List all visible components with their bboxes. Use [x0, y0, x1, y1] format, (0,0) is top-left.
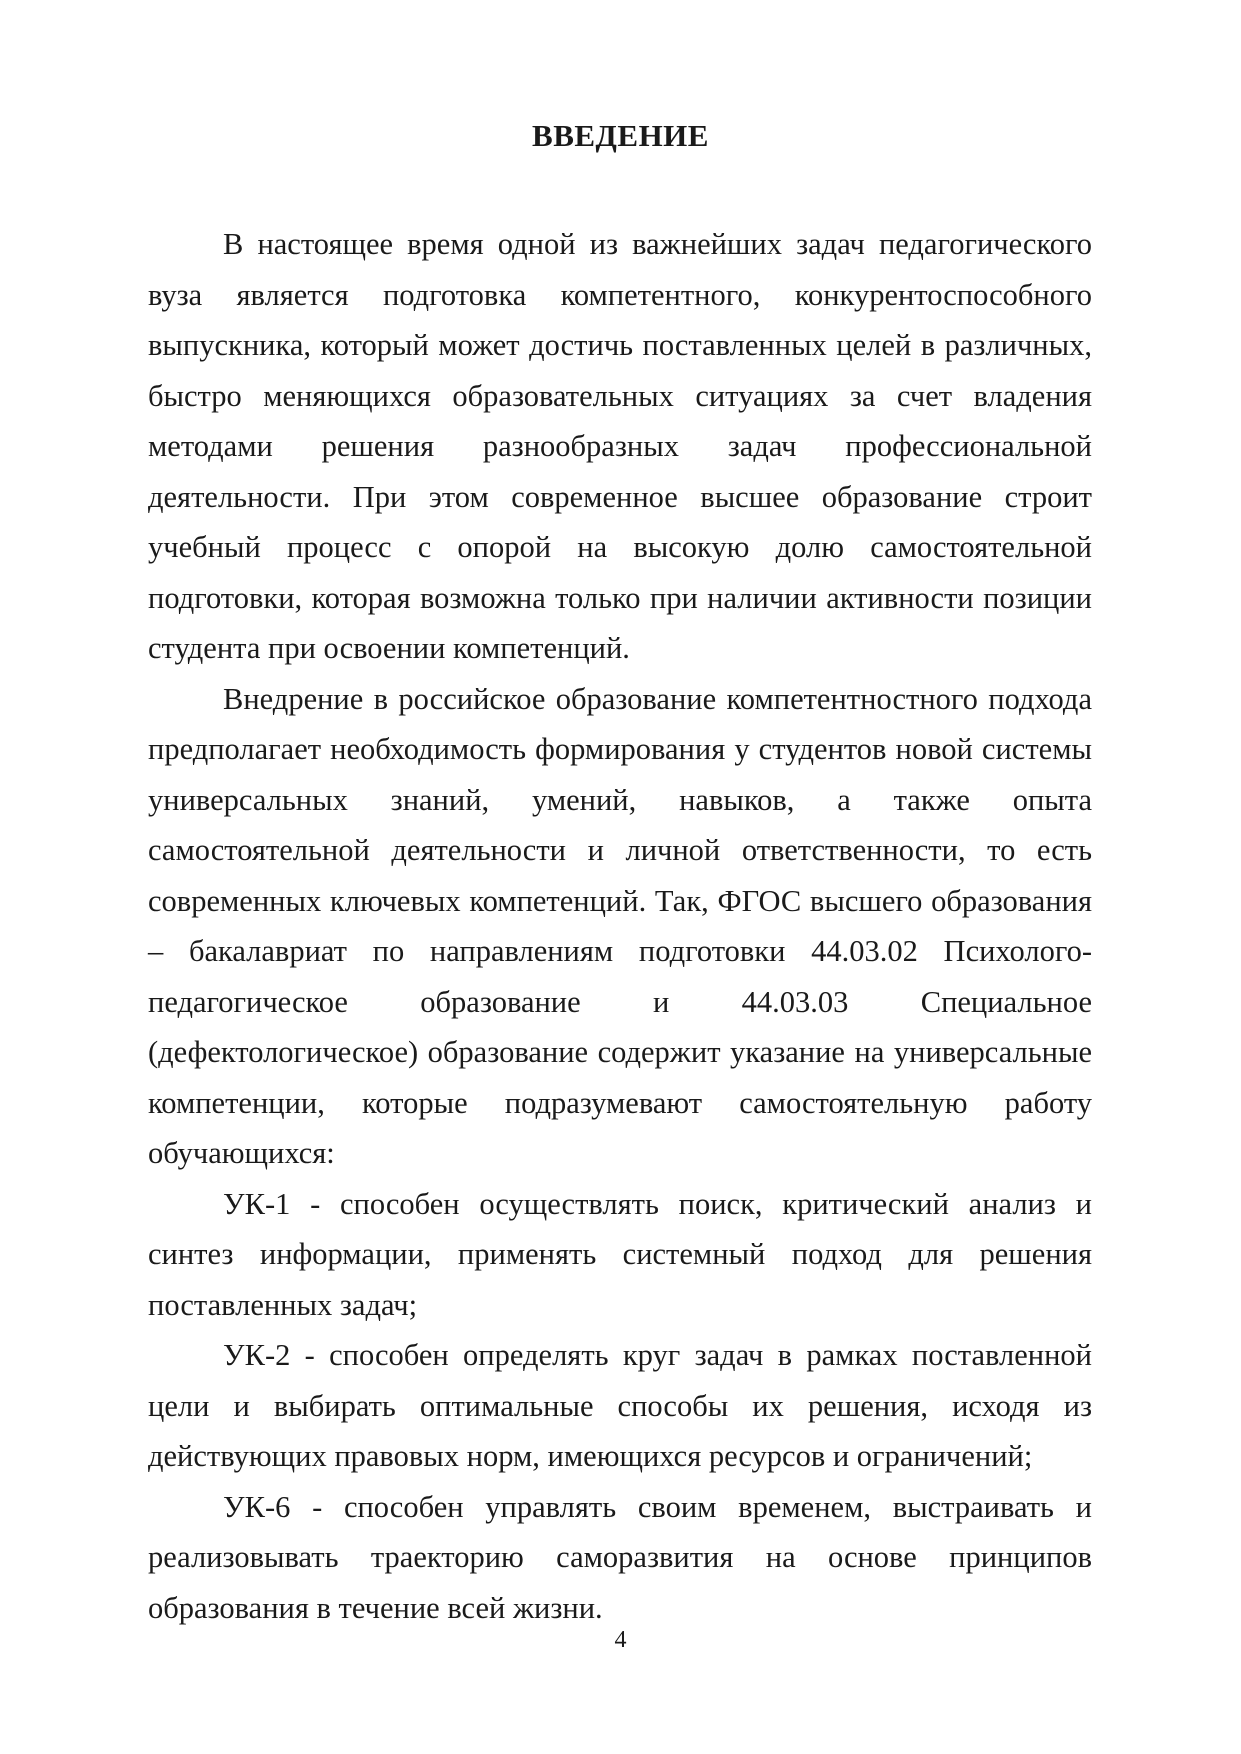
- paragraph-intro: В настоящее время одной из важнейших задач педагогического вуза является подготовка компетентного, конкурентоспособного выпускника, который может достичь поставленных целей в различных, быстро меняющихся образовательных ситуациях за счет владения методами решения разнообразных задач профессиональной деятельности. При этом современное высшее образование строит учебный процесс с опорой на высокую долю самостоятельной подготовки, которая возможна только при наличии активности позиции студента при освоении компетенций.: [148, 227, 1092, 665]
- paragraph-uk-2: УК-2 - способен определять круг задач в рамках поставленной цели и выбирать оптимальные способы их решения, исходя из действующих правовых норм, имеющихся ресурсов и ограничений;: [148, 1338, 1092, 1473]
- page-number: 4: [614, 1627, 627, 1653]
- paragraph-uk-6: УК-6 - способен управлять своим временем, выстраивать и реализовывать траекторию саморазвития на основе принципов образования в течение всей жизни.: [148, 1489, 1092, 1625]
- page-title: ВВЕДЕНИЕ: [532, 118, 709, 153]
- paragraph-competency-approach: Внедрение в российское образование компетентностного подхода предполагает необходимость формирования у студентов новой системы универсальных знаний, умений, навыков, а также опыта самостоятельной деятельности и личной ответственности, то есть современных ключевых компетенций. Так, ФГОС высшего образования – бакалавриат по направлениям подготовки 44.03.02 Психолого-педагогическое образование и 44.03.03 Специальное (дефектологическое) образование содержит указание на универсальные компетенции, которые подразумевают самостоятельную работу обучающихся:: [148, 681, 1092, 1170]
- paragraph-uk-1: УК-1 - способен осуществлять поиск, критический анализ и синтез информации, применять системный подход для решения поставленных задач;: [148, 1186, 1092, 1322]
- document-body: [148, 219, 1092, 1633]
